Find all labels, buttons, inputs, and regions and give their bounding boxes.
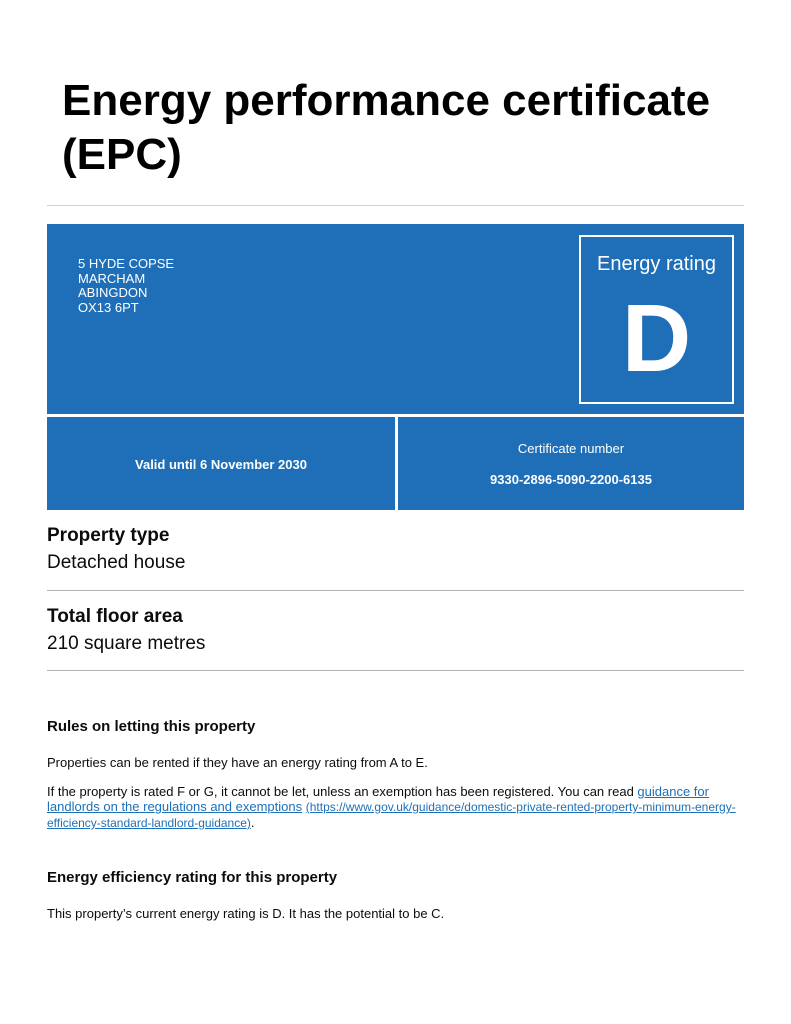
address-line-3: ABINGDON [78,285,148,301]
energy-rating-box [579,235,734,404]
certificate-panel [398,417,744,510]
divider [47,590,744,591]
certificate-number: 9330-2896-5090-2200-6135 [490,472,652,487]
letting-exemption-intro: If the property is rated F or G, it cannot be let, unless an exemption has been registered. You can read [47,784,638,799]
floor-area-value: 210 square metres [47,633,206,654]
efficiency-rating-text: This property’s current energy rating is D. It has the potential to be C. [47,906,445,921]
landlord-guidance-url[interactable]: (https://www.gov.uk/guidance/domestic-private-rented-property-minimum-energy-efficiency-standard-landlord-guidance) [47,800,736,830]
letting-exemption-text [47,784,744,831]
divider [47,205,744,206]
letting-rules-heading: Rules on letting this property [47,718,256,735]
address-postcode: OX13 6PT [78,299,139,315]
address-line-1: 5 HYDE COPSE [78,256,175,271]
letting-rules-text: Properties can be rented if they have an energy rating from A to E. [47,755,428,770]
divider [47,670,744,671]
property-type-heading: Property type [47,525,170,546]
landlord-guidance-link[interactable]: guidance for landlords on the regulations and exemptions [47,784,709,814]
summary-panel [47,224,744,414]
letting-exemption-end: . [250,815,255,830]
valid-until: Valid until 6 November 2030 [135,457,307,472]
energy-rating-label: Energy rating [597,253,716,275]
floor-area-heading: Total floor area [47,606,183,627]
page-title: Energy performance certificate (EPC) [62,76,711,179]
validity-panel [47,417,395,510]
efficiency-rating-heading: Energy efficiency rating for this property [47,869,338,886]
property-address [78,257,174,315]
address-line-2: MARCHAM [78,270,146,286]
certificate-number-label: Certificate number [517,441,625,456]
property-type-value: Detached house [47,552,186,573]
energy-rating-letter: D [621,285,692,392]
